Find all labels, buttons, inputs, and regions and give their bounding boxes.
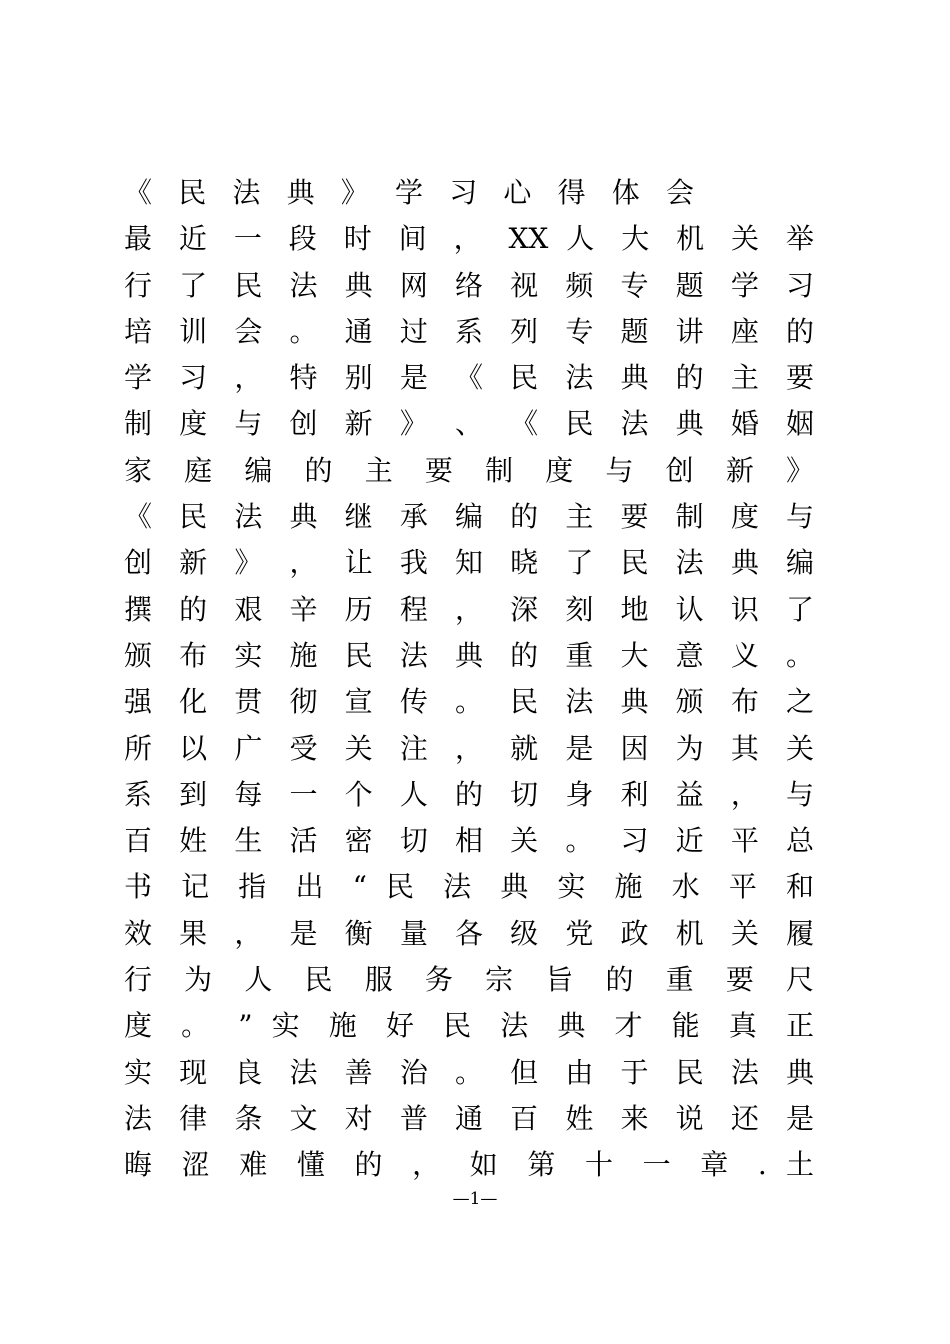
text-line: 实 现 良 法 善 治 。 但 由 于 民 法 典	[124, 1055, 814, 1089]
text-line: 学 习 ， 特 别 是 《 民 法 典 的 主 要	[124, 361, 814, 395]
text-line: 撰 的 艰 辛 历 程 ， 深 刻 地 认 识 了	[124, 592, 814, 626]
text-line: 行 为 人 民 服 务 宗 旨 的 重 要 尺	[124, 963, 814, 997]
document-title: 《 民 法 典 》 学 习 心 得 体 会	[124, 176, 694, 209]
page-number: —1—	[452, 1189, 498, 1209]
text-line: 颁 布 实 施 民 法 典 的 重 大 意 义 。	[124, 638, 814, 672]
text-line: 培 训 会 。 通 过 系 列 专 题 讲 座 的	[124, 314, 814, 348]
text-line: 最 近 一 段 时 间 ， XX 人 大 机 关 举	[124, 222, 814, 256]
text-line: 所 以 广 受 关 注 ， 就 是 因 为 其 关	[124, 731, 814, 765]
text-line: 法 律 条 文 对 普 通 百 姓 来 说 还 是	[124, 1101, 814, 1135]
text-line: 家 庭 编 的 主 要 制 度 与 创 新 》	[124, 453, 814, 487]
text-line: 晦 涩 难 懂 的 ， 如 第 十 一 章 . 土	[124, 1148, 814, 1182]
text-line: 书 记 指 出 “ 民 法 典 实 施 水 平 和	[124, 870, 814, 904]
text-line: 行 了 民 法 典 网 络 视 频 专 题 学 习	[124, 268, 814, 302]
text-line: 创 新 》 ， 让 我 知 晓 了 民 法 典 编	[124, 546, 814, 580]
body-text	[124, 170, 814, 1189]
text-line: 强 化 贯 彻 宣 传 。 民 法 典 颁 布 之	[124, 685, 814, 719]
text-line: 效 果 ， 是 衡 量 各 级 党 政 机 关 履	[124, 916, 814, 950]
text-line: 《 民 法 典 继 承 编 的 主 要 制 度 与	[124, 500, 814, 534]
text-line: 系 到 每 一 个 人 的 切 身 利 益 ， 与	[124, 777, 814, 811]
text-line: 制 度 与 创 新 》 、 《 民 法 典 婚 姻	[124, 407, 814, 441]
text-line: 百 姓 生 活 密 切 相 关 。 习 近 平 总	[124, 824, 814, 858]
text-line: 度 。 ” 实 施 好 民 法 典 才 能 真 正	[124, 1009, 814, 1043]
